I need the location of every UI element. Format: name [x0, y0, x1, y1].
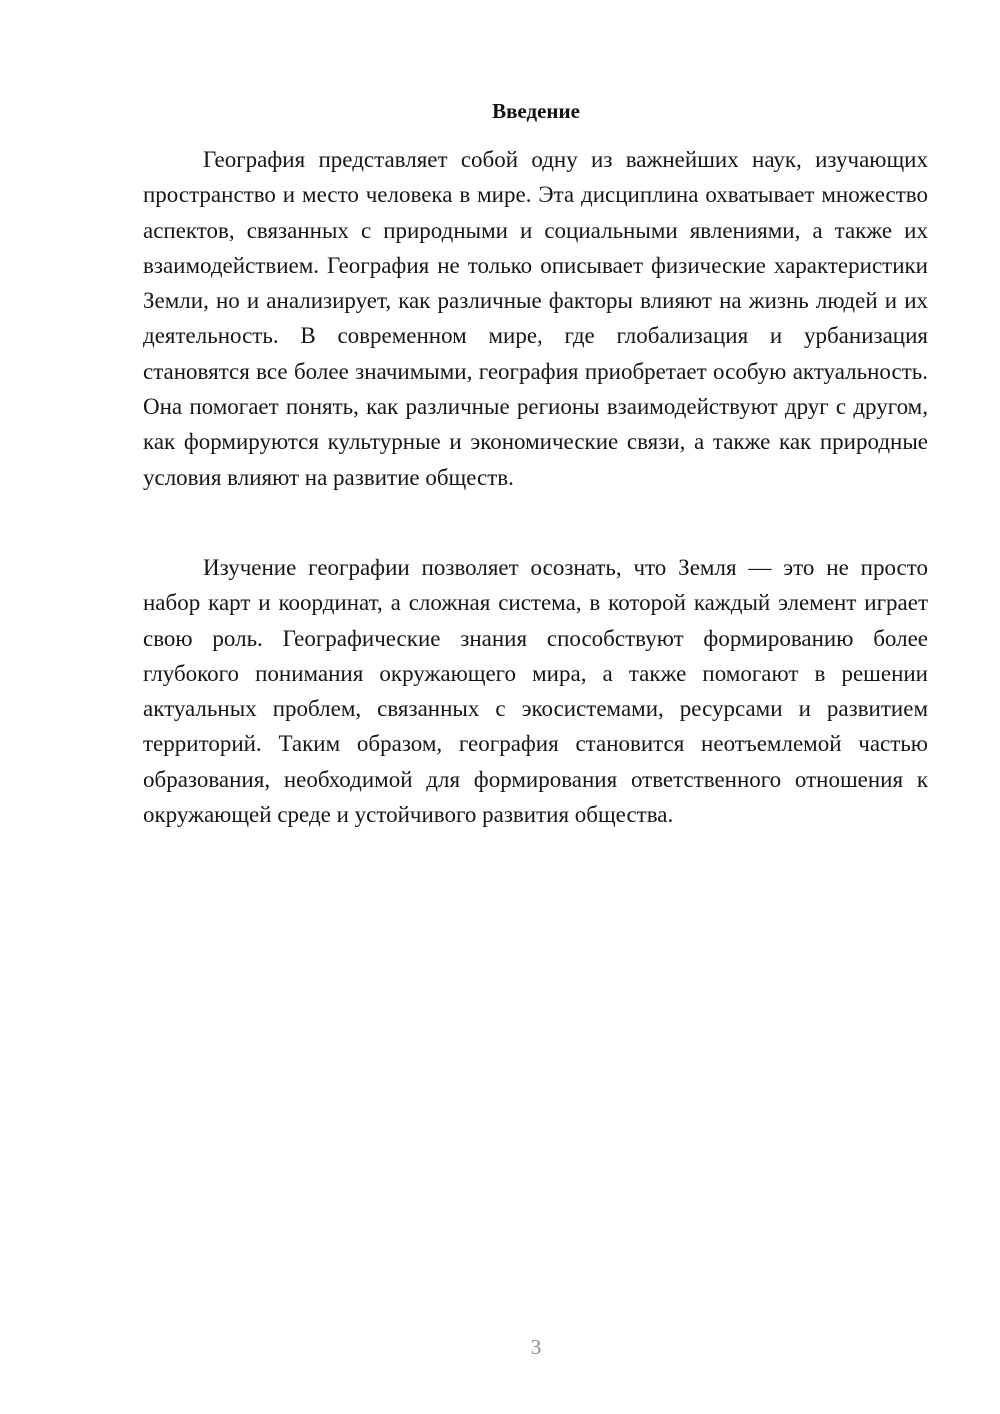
- paragraph-2: Изучение географии позволяет осознать, что Земля — это не просто набор карт и координат, а сложная система, в которой каждый элемент играет свою роль. Географические знания способствуют формированию более глубокого понимания окружающего мира, а также помогают в решении актуальных проблем, связанных с экосистемами, ресурсами и развитием территорий. Таким образом, география становится неотъемлемой частью образования, необходимой для формирования ответственного отношения к окружающей среде и устойчивого развития общества.: [143, 555, 928, 828]
- paragraph-1: География представляет собой одну из важнейших наук, изучающих пространство и место человека в мире. Эта дисциплина охватывает множество аспектов, связанных с природными и социальными явлениями, а также их взаимодействием. География не только описывает физические характеристики Земли, но и анализирует, как различные факторы влияют на жизнь людей и их деятельность. В современном мире, где глобализация и урбанизация становятся все более значимыми, география приобретает особую актуальность. Она помогает понять, как различные регионы взаимодействуют друг с другом, как формируются культурные и экономические связи, а также как природные условия влияют на развитие обществ.: [143, 147, 928, 490]
- section-heading: Введение: [492, 99, 580, 123]
- page-number: 3: [530, 1335, 542, 1359]
